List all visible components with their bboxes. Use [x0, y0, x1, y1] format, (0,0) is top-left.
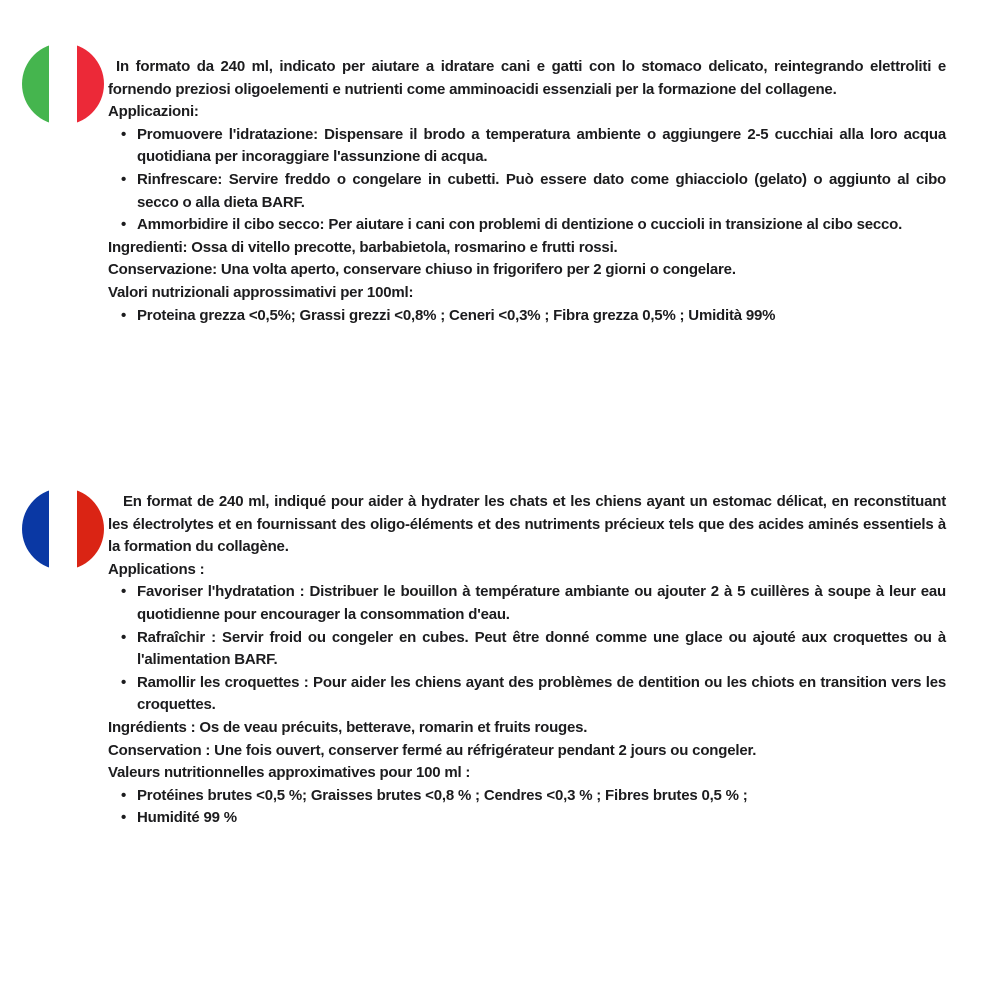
- list-item: • Rafraîchir : Servir froid ou congeler en cubes. Peut être donné comme une glace ou ajouté aux croquettes ou à l'alimentation BARF.: [108, 627, 946, 672]
- flag-stripe-blue: [22, 488, 49, 570]
- italian-text-block: [108, 56, 946, 327]
- nutrition-label: Valori nutrizionali approssimativi per 100ml:: [108, 283, 414, 301]
- italy-flag-icon: [22, 43, 104, 125]
- applications-label: Applications :: [108, 560, 205, 578]
- ingredients-line: Ingredienti: Ossa di vitello precotte, barbabietola, rosmarino e frutti rossi.: [108, 238, 618, 256]
- list-item: • Humidité 99 %: [108, 807, 946, 830]
- applications-list: [108, 124, 946, 237]
- list-item: • Favoriser l'hydratation : Distribuer le bouillon à température ambiante ou ajouter 2 à 5 cuillères à soupe à leur eau quotidienne pour encourager la consommation d'eau.: [108, 581, 946, 626]
- france-flag-icon: [22, 488, 104, 570]
- conservation-line: Conservation : Une fois ouvert, conserver fermé au réfrigérateur pendant 2 jours ou congeler.: [108, 741, 757, 759]
- nutrition-label: Valeurs nutritionnelles approximatives pour 100 ml :: [108, 764, 471, 782]
- conservation-line: Conservazione: Una volta aperto, conservare chiuso in frigorifero per 2 giorni o congelare.: [108, 261, 736, 279]
- list-item: • Rinfrescare: Servire freddo o congelare in cubetti. Può essere dato come ghiacciolo (gelato) o aggiunto al cibo secco o alla dieta BARF.: [108, 169, 946, 214]
- intro-paragraph: En format de 240 ml, indiqué pour aider à hydrater les chats et les chiens ayant un estomac délicat, en reconstituant les électrolytes et en fournissant des oligo-éléments et des nutriments précieux tels que des acides aminés essentiels à la formation du collagène.: [108, 493, 946, 556]
- flag-stripe-red: [77, 488, 104, 570]
- flag-stripe-white: [49, 488, 76, 570]
- french-text-block: [108, 491, 946, 830]
- applications-list: [108, 581, 946, 717]
- flag-stripe-green: [22, 43, 49, 125]
- flag-stripe-red: [77, 43, 104, 125]
- list-item: • Proteina grezza <0,5%; Grassi grezzi <0,8% ; Ceneri <0,3% ; Fibra grezza 0,5% ; Umidità 99%: [108, 305, 946, 328]
- list-item: • Protéines brutes <0,5 %; Graisses brutes <0,8 % ; Cendres <0,3 % ; Fibres brutes 0,5 % ;: [108, 785, 946, 808]
- nutrition-list: [108, 785, 946, 830]
- nutrition-list: [108, 305, 946, 328]
- list-item: • Ammorbidire il cibo secco: Per aiutare i cani con problemi di dentizione o cuccioli in transizione al cibo secco.: [108, 214, 946, 237]
- intro-paragraph: In formato da 240 ml, indicato per aiutare a idratare cani e gatti con lo stomaco delicato, reintegrando elettroliti e fornendo preziosi oligoelementi e nutrienti come amminoacidi essenziali per la formazione del collagene.: [108, 58, 946, 98]
- flag-stripe-white: [49, 43, 76, 125]
- ingredients-line: Ingrédients : Os de veau précuits, betterave, romarin et fruits rouges.: [108, 718, 588, 736]
- list-item: • Ramollir les croquettes : Pour aider les chiens ayant des problèmes de dentition ou les chiots en transition vers les croquettes.: [108, 672, 946, 717]
- applications-label: Applicazioni:: [108, 103, 199, 121]
- list-item: • Promuovere l'idratazione: Dispensare il brodo a temperatura ambiente o aggiungere 2-5 cucchiai alla loro acqua quotidiana per incoraggiare l'assunzione di acqua.: [108, 124, 946, 169]
